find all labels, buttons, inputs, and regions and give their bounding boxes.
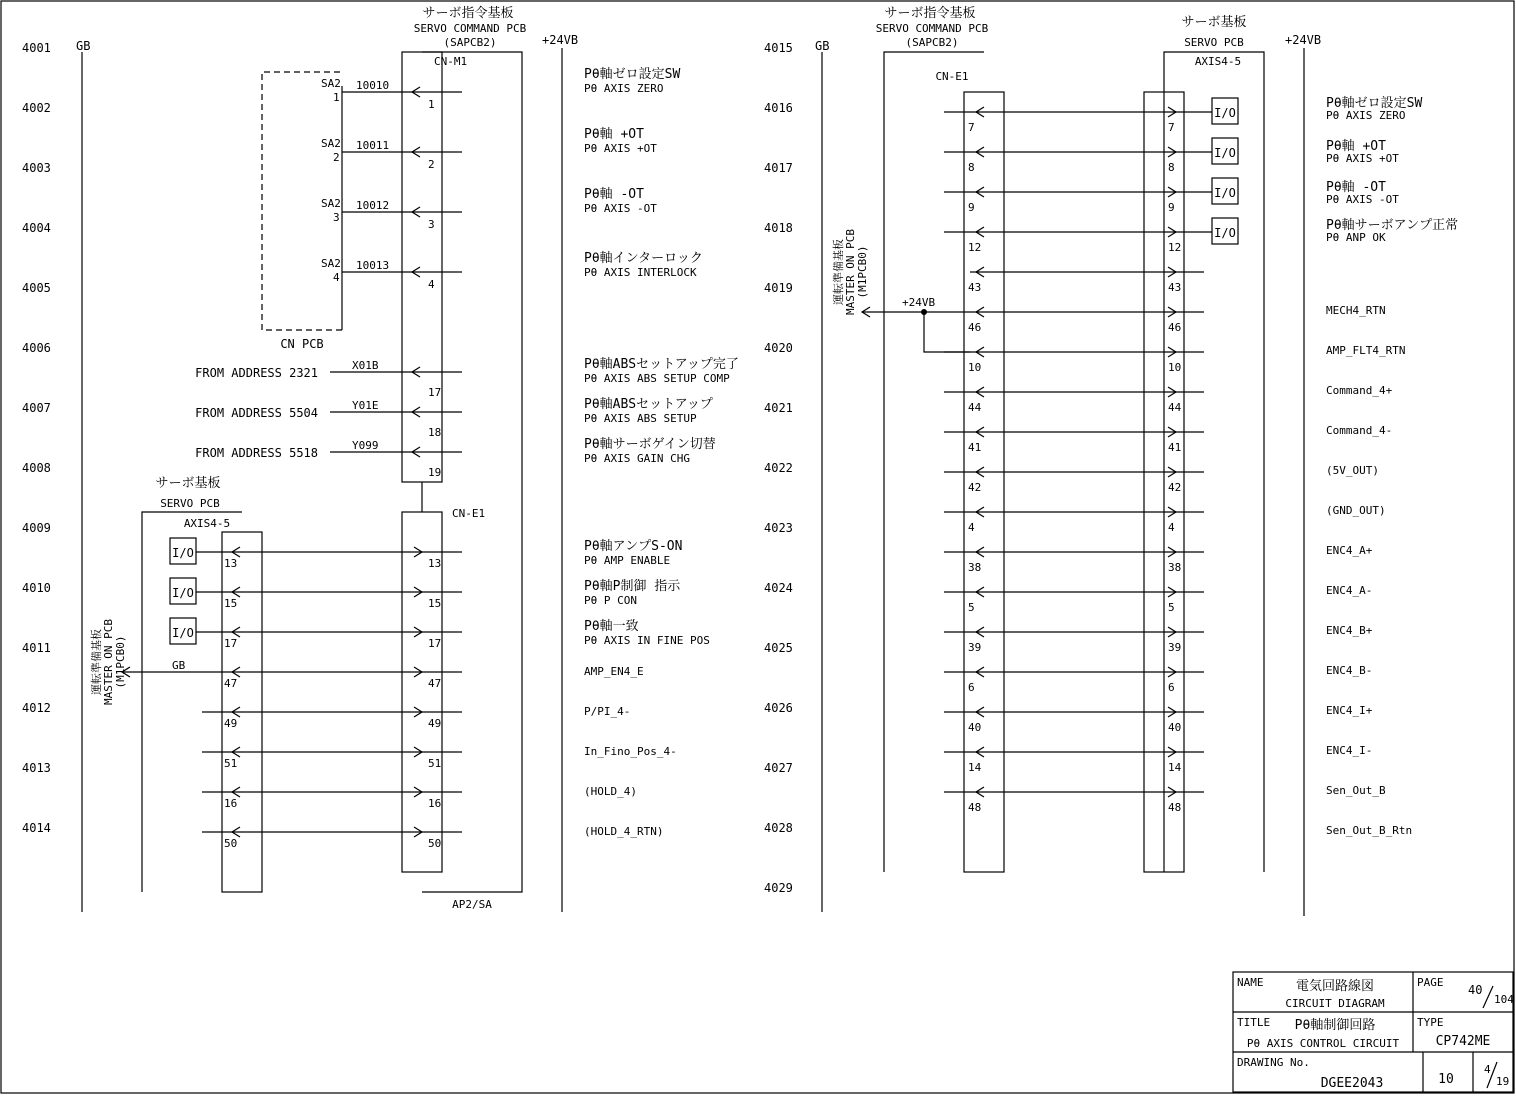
left-signal-en: Pθ AXIS ABS SETUP [584,412,697,425]
servo-left-pin-number: 49 [224,717,238,730]
rung-number: 4022 [764,461,793,475]
rung-number: 4024 [764,581,793,595]
master-pcb-right [831,229,869,315]
servo-right-pin-number: 43 [1168,281,1182,294]
servo-right-pin-number: 40 [1168,721,1182,734]
right-signal-en: Pθ ANP OK [1326,231,1386,244]
left-signal-en: Pθ AXIS GAIN CHG [584,452,690,465]
cn-m1-pin-number: 19 [428,466,442,479]
cn-e1-left-pin-number: 15 [428,597,442,610]
servo-pcb-right-box [1164,52,1264,872]
rung-number: 4010 [22,581,51,595]
sa-address: 10010 [356,79,390,92]
cmd-pcb-right-code: (SAPCB2) [905,36,959,49]
sa-label: SA2 [321,257,341,270]
cn-m1-pin-number: 1 [428,98,435,111]
right-plain-signal: ENC4_B+ [1326,624,1373,637]
servo-right-pin-number: 6 [1168,681,1175,694]
servo-pcb-right-en: SERVO PCB [1184,36,1244,49]
right-supply-label: +24VB [1285,33,1322,47]
right-plain-signal: (GND_OUT) [1326,504,1386,517]
cn-e1-right-pin-number: 38 [968,561,982,574]
servo-pcb-left-en: SERVO PCB [160,497,220,510]
rung-number: 4016 [764,101,793,115]
cn-e1-right-pin-number: 43 [968,281,982,294]
tb-name-jp: 電気回路線図 [1295,979,1375,994]
servo-right-pin-number: 46 [1168,321,1182,334]
amp-flt-jumper [924,312,970,352]
cn-m1-pin-number: 2 [428,158,435,171]
right-signal-jp: Pθ軸 -OT [1326,180,1386,195]
ap2-label: AP2/SA [452,898,492,911]
rung-number: 4006 [22,341,51,355]
cn-e1-right-pin-number: 8 [968,161,975,174]
right-plain-signal: Command_4- [1326,424,1393,437]
from-address-signal: X01B [352,359,379,372]
from-address-signal: Y099 [352,439,379,452]
servo-left-pin-number: 51 [224,757,238,770]
tb-rev: 10 [1438,1072,1454,1087]
tb-sheet-num: 4 [1484,1063,1491,1076]
tb-page-slash [1483,986,1493,1008]
cmd-pcb-right-jp: サーボ指令基板 [884,6,976,21]
io-symbol-glyph: I/O [1214,226,1236,240]
left-signal-en: Pθ AXIS IN FINE POS [584,634,710,647]
cn-e1-right-pin-number: 14 [968,761,982,774]
right-signal-jp: Pθ軸サーボアンプ正常 [1326,218,1459,233]
servo-pcb-left-jp: サーボ基板 [155,476,221,491]
right-plain-signal: Command_4+ [1326,384,1393,397]
rung-number: 4007 [22,401,51,415]
from-address-label: FROM ADDRESS 5504 [195,406,318,420]
master-pcb-right-jp: 運転準備基板 [832,239,845,305]
left-plain-signal: AMP_EN4_E [584,665,644,678]
left-signal-en: Pθ AXIS ZERO [584,82,664,95]
master-pcb-left-jp: 運転準備基板 [90,629,103,695]
left-signal-en: Pθ AXIS +OT [584,142,657,155]
io-symbol-glyph: I/O [1214,186,1236,200]
cn-e1-right-pin-number: 39 [968,641,982,654]
left-signal-jp: Pθ軸一致 [584,619,639,634]
left-signal-jp: Pθ軸 -OT [584,187,644,202]
io-symbol-glyph: I/O [1214,106,1236,120]
servo-right-pin-number: 41 [1168,441,1182,454]
left-plain-signal: P/PI_4- [584,705,631,718]
right-signal-jp: Pθ軸ゼロ設定SW [1326,96,1423,111]
cn-e1-left-label: CN-E1 [452,507,486,520]
left-supply-label: +24VB [542,33,579,47]
rung-number: 4003 [22,161,51,175]
cn-e1-left-pin-number: 49 [428,717,442,730]
master-pcb-left-code: (M1PCB0) [114,635,127,689]
tb-type-label: TYPE [1417,1016,1444,1029]
sa-pin-number: 3 [333,211,340,224]
cn-e1-left-pin-number: 50 [428,837,442,850]
left-signal-jp: Pθ軸ABSセットアップ完了 [584,357,739,372]
right-plain-signal: Sen_Out_B_Rtn [1326,824,1413,837]
sa-address: 10012 [356,199,390,212]
servo-left-pin-number: 17 [224,637,238,650]
master-pcb-right-en: MASTER ON PCB [844,228,857,316]
rung-number: 4015 [764,41,793,55]
master-pcb-right-code: (M1PCB0) [856,245,869,299]
cn-e1-left-pin-number: 16 [428,797,442,810]
servo-pcb-right-jp: サーボ基板 [1181,15,1247,30]
left-signal-en: Pθ AXIS -OT [584,202,657,215]
cn-e1-right-pin-number: 4 [968,521,975,534]
right-plain-signal: (5V_OUT) [1326,464,1379,477]
cn-e1-right-pin-number: 9 [968,201,975,214]
rung-number: 4018 [764,221,793,235]
left-signal-jp: Pθ軸 +OT [584,127,644,142]
rung-number: 4021 [764,401,793,415]
cn-e1-right-pin-number: 44 [968,401,982,414]
left-signal-jp: Pθ軸サーボゲイン切替 [584,437,716,452]
servo-right-pin-number: 10 [1168,361,1182,374]
master-pcb-left-en: MASTER ON PCB [102,618,115,706]
servo-left-pin-number: 47 [224,677,238,690]
sa-label: SA2 [321,77,341,90]
left-signal-en: Pθ P CON [584,594,637,607]
tb-page-label: PAGE [1417,976,1444,989]
right-24vb-label: +24VB [902,296,936,309]
servo-right-pin-number: 44 [1168,401,1182,414]
rung-number: 4004 [22,221,51,235]
cmd-pcb-right-en: SERVO COMMAND PCB [875,22,989,35]
left-plain-signal: (HOLD_4_RTN) [584,825,664,838]
left-plain-signal: In_Fino_Pos_4- [584,745,677,758]
cn-m1-connector [402,52,442,482]
right-plain-signal: ENC4_A- [1326,584,1373,597]
left-signal-jp: Pθ軸ABSセットアップ [584,397,713,412]
tb-name-label: NAME [1237,976,1264,989]
left-signal-en: Pθ AXIS INTERLOCK [584,266,697,279]
servo-right-pin-number: 39 [1168,641,1182,654]
right-plain-signal: ENC4_B- [1326,664,1373,677]
left-signal-jp: Pθ軸アンプS-ON [584,539,683,554]
rung-number: 4020 [764,341,793,355]
cn-e1-right-pin-number: 10 [968,361,982,374]
right-plain-signal: AMP_FLT4_RTN [1326,344,1406,357]
cn-e1-right-pin-number: 40 [968,721,982,734]
cn-m1-pin-number: 18 [428,426,442,439]
rung-number: 4005 [22,281,51,295]
servo-right-pin-number: 9 [1168,201,1175,214]
cn-e1-right-pin-number: 48 [968,801,982,814]
master-left-gb: GB [172,659,186,672]
cn-m1-label: CN-M1 [434,55,468,68]
sa-pin-number: 1 [333,91,340,104]
right-plain-signal: Sen_Out_B [1326,784,1386,797]
rung-number: 4029 [764,881,793,895]
rung-number: 4014 [22,821,51,835]
rung-number: 4027 [764,761,793,775]
cn-e1-right-pin-number: 42 [968,481,982,494]
cn-e1-right-pin-number: 7 [968,121,975,134]
io-symbol-glyph: I/O [172,586,194,600]
servo-right-pin-number: 8 [1168,161,1175,174]
right-plain-signal: ENC4_A+ [1326,544,1373,557]
left-signal-jp: Pθ軸ゼロ設定SW [584,67,681,82]
cmd-pcb-code-label: (SAPCB2) [443,36,497,49]
servo-pcb-right-axis: AXIS4-5 [1194,55,1242,68]
left-ground-label: GB [76,39,91,53]
right-plain-signal: ENC4_I- [1326,744,1373,757]
servo-pcb-left-axis: AXIS4-5 [183,517,231,530]
servo-left-pin-number: 13 [224,557,238,570]
title-block [1233,972,1514,1092]
cn-m1-pin-number: 3 [428,218,435,231]
servo-right-pin-number: 5 [1168,601,1175,614]
servo-right-pin-number: 12 [1168,241,1182,254]
rung-number: 4023 [764,521,793,535]
servo-right-pin-number: 42 [1168,481,1182,494]
from-address-signal: Y01E [352,399,379,412]
tb-title-jp: Pθ軸制御回路 [1294,1018,1376,1033]
tb-type-value: CP742ME [1435,1034,1491,1049]
rung-number: 4013 [22,761,51,775]
cn-pcb-label: CN PCB [280,337,324,351]
right-signal-en: Pθ AXIS -OT [1326,193,1399,206]
servo-left-pin-number: 15 [224,597,238,610]
sa-label: SA2 [321,137,341,150]
sa-address: 10013 [356,259,390,272]
servo-left-pin-number: 50 [224,837,238,850]
rung-number: 4009 [22,521,51,535]
sa-pin-number: 2 [333,151,340,164]
cn-e1-right-pin-number: 5 [968,601,975,614]
cn-e1-left-pin-number: 51 [428,757,442,770]
cn-e1-left-pin-number: 13 [428,557,442,570]
sheet-border [1,1,1514,1093]
right-plain-signal: ENC4_I+ [1326,704,1373,717]
sa-pin-number: 4 [333,271,340,284]
cmd-pcb-jp-label: サーボ指令基板 [422,6,514,21]
tb-sheet-total: 19 [1496,1075,1510,1088]
right-signal-en: Pθ AXIS +OT [1326,152,1399,165]
cmd-pcb-right-box [884,52,984,872]
left-signal-en: Pθ AMP ENABLE [584,554,671,567]
cn-e1-right-label: CN-E1 [935,70,969,83]
cn-e1-right-pin-number: 46 [968,321,982,334]
servo-right-pin-number: 4 [1168,521,1175,534]
servo-right-pin-number: 48 [1168,801,1182,814]
cn-e1-left-pin-number: 17 [428,637,442,650]
right-plain-signal: MECH4_RTN [1326,304,1386,317]
tb-drawing-label: DRAWING No. [1237,1056,1310,1069]
servo-right-pin-number: 38 [1168,561,1182,574]
from-address-label: FROM ADDRESS 2321 [195,366,318,380]
rung-number: 4028 [764,821,793,835]
rung-number: 4008 [22,461,51,475]
cn-e1-right-pin-number: 6 [968,681,975,694]
io-symbol-glyph: I/O [1214,146,1236,160]
sa-label: SA2 [321,197,341,210]
rung-number: 4011 [22,641,51,655]
servo-right-pin-number: 14 [1168,761,1182,774]
rung-number: 4019 [764,281,793,295]
tb-page-total: 104 [1494,993,1514,1006]
cn-m1-pin-number: 4 [428,278,435,291]
left-signal-jp: Pθ軸インターロック [584,251,703,266]
tb-page-num: 40 [1468,983,1483,997]
right-ground-label: GB [815,39,830,53]
tb-name-en: CIRCUIT DIAGRAM [1285,997,1385,1010]
generated-wiring [22,41,1458,895]
rung-number: 4017 [764,161,793,175]
io-symbol-glyph: I/O [172,626,194,640]
io-symbol-glyph: I/O [172,546,194,560]
cn-e1-left-pin-number: 47 [428,677,442,690]
left-signal-en: Pθ AXIS ABS SETUP COMP [584,372,730,385]
rung-number: 4026 [764,701,793,715]
rung-number: 4012 [22,701,51,715]
sa-address: 10011 [356,139,390,152]
rung-number: 4001 [22,41,51,55]
cmd-pcb-en-label: SERVO COMMAND PCB [413,22,527,35]
tb-drawing-no: DGEE2043 [1320,1076,1384,1091]
cn-e1-right-pin-number: 12 [968,241,982,254]
servo-right-pin-number: 7 [1168,121,1175,134]
right-signal-en: Pθ AXIS ZERO [1326,109,1406,122]
left-signal-jp: Pθ軸P制御 指示 [584,579,681,594]
servo-left-pin-number: 16 [224,797,238,810]
master-pcb-left [89,619,127,705]
from-address-label: FROM ADDRESS 5518 [195,446,318,460]
left-plain-signal: (HOLD_4) [584,785,637,798]
cn-m1-pin-number: 17 [428,386,442,399]
rung-number: 4002 [22,101,51,115]
cn-e1-right-pin-number: 41 [968,441,982,454]
tb-title-label: TITLE [1237,1016,1271,1029]
rung-number: 4025 [764,641,793,655]
right-signal-jp: Pθ軸 +OT [1326,139,1386,154]
tb-title-en: Pθ AXIS CONTROL CIRCUIT [1246,1037,1400,1050]
